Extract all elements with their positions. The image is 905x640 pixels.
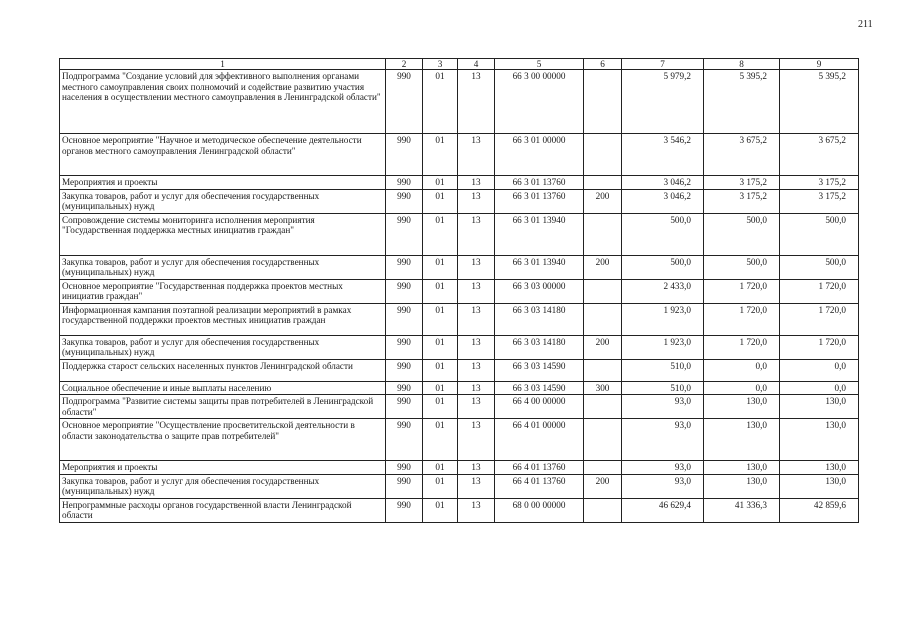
amount-cell: 130,0 — [704, 395, 780, 419]
code-cell: 990 — [386, 255, 423, 279]
code-cell: 66 3 03 14180 — [495, 303, 584, 335]
amount-cell: 3 046,2 — [622, 176, 704, 190]
code-cell: 01 — [423, 395, 458, 419]
code-cell: 990 — [386, 134, 423, 176]
amount-cell: 500,0 — [780, 255, 859, 279]
code-cell: 01 — [423, 255, 458, 279]
table-row — [60, 255, 859, 279]
table-row — [60, 134, 859, 176]
amount-cell: 1 923,0 — [622, 303, 704, 335]
code-cell: 01 — [423, 303, 458, 335]
amount-cell: 0,0 — [780, 381, 859, 395]
header-cell: 5 — [495, 59, 584, 70]
code-cell: 66 3 01 00000 — [495, 134, 584, 176]
amount-cell: 1 720,0 — [780, 279, 859, 303]
amount-cell: 500,0 — [622, 255, 704, 279]
code-cell: 66 3 01 13760 — [495, 176, 584, 190]
header-cell: 8 — [704, 59, 780, 70]
code-cell: 01 — [423, 498, 458, 522]
code-cell — [584, 359, 622, 381]
amount-cell: 500,0 — [704, 255, 780, 279]
row-name-cell: Поддержка старост сельских населенных пунктов Ленинградской области — [60, 359, 386, 381]
code-cell: 13 — [458, 176, 495, 190]
header-cell: 3 — [423, 59, 458, 70]
header-cell: 4 — [458, 59, 495, 70]
code-cell: 13 — [458, 474, 495, 498]
row-name-cell: Сопровождение системы мониторинга исполнения мероприятия "Государственная поддержка местных инициатив граждан" — [60, 213, 386, 255]
row-name-cell: Непрограммные расходы органов государственной власти Ленинградской области — [60, 498, 386, 522]
table-row — [60, 461, 859, 475]
code-cell — [584, 70, 622, 134]
code-cell: 66 3 03 00000 — [495, 279, 584, 303]
row-name-cell: Закупка товаров, работ и услуг для обеспечения государственных (муниципальных) нужд — [60, 255, 386, 279]
budget-table — [59, 58, 859, 523]
code-cell: 13 — [458, 303, 495, 335]
table-row — [60, 419, 859, 461]
amount-cell: 5 395,2 — [704, 70, 780, 134]
code-cell: 01 — [423, 70, 458, 134]
code-cell: 01 — [423, 176, 458, 190]
code-cell: 01 — [423, 381, 458, 395]
amount-cell: 500,0 — [704, 213, 780, 255]
header-cell: 9 — [780, 59, 859, 70]
table-row — [60, 381, 859, 395]
code-cell — [584, 419, 622, 461]
amount-cell: 3 175,2 — [704, 176, 780, 190]
amount-cell: 3 675,2 — [780, 134, 859, 176]
amount-cell: 0,0 — [704, 359, 780, 381]
code-cell: 990 — [386, 335, 423, 359]
code-cell — [584, 213, 622, 255]
amount-cell: 0,0 — [704, 381, 780, 395]
code-cell: 66 3 01 13760 — [495, 189, 584, 213]
row-name-cell: Мероприятия и проекты — [60, 461, 386, 475]
amount-cell: 130,0 — [704, 474, 780, 498]
amount-cell: 0,0 — [780, 359, 859, 381]
amount-cell: 42 859,6 — [780, 498, 859, 522]
amount-cell: 1 720,0 — [704, 303, 780, 335]
code-cell: 01 — [423, 134, 458, 176]
code-cell: 01 — [423, 474, 458, 498]
amount-cell: 93,0 — [622, 419, 704, 461]
page-number: 211 — [858, 19, 873, 30]
code-cell: 01 — [423, 461, 458, 475]
table-row — [60, 474, 859, 498]
code-cell: 66 4 01 13760 — [495, 461, 584, 475]
table-header-row — [60, 59, 859, 70]
amount-cell: 130,0 — [780, 419, 859, 461]
code-cell — [584, 395, 622, 419]
table-row — [60, 279, 859, 303]
code-cell: 66 3 03 14590 — [495, 359, 584, 381]
code-cell — [584, 279, 622, 303]
code-cell: 13 — [458, 419, 495, 461]
code-cell — [584, 303, 622, 335]
code-cell: 01 — [423, 279, 458, 303]
code-cell: 66 4 01 13760 — [495, 474, 584, 498]
amount-cell: 130,0 — [704, 419, 780, 461]
table-row — [60, 70, 859, 134]
table-row — [60, 189, 859, 213]
code-cell: 990 — [386, 498, 423, 522]
amount-cell: 130,0 — [704, 461, 780, 475]
code-cell: 990 — [386, 381, 423, 395]
row-name-cell: Подпрограмма "Развитие системы защиты прав потребителей в Ленинградской области" — [60, 395, 386, 419]
table-row — [60, 498, 859, 522]
table-row — [60, 359, 859, 381]
amount-cell: 500,0 — [780, 213, 859, 255]
table-row — [60, 213, 859, 255]
code-cell: 01 — [423, 335, 458, 359]
code-cell: 990 — [386, 279, 423, 303]
code-cell — [584, 134, 622, 176]
code-cell: 990 — [386, 461, 423, 475]
amount-cell: 93,0 — [622, 461, 704, 475]
code-cell: 13 — [458, 255, 495, 279]
code-cell: 66 4 00 00000 — [495, 395, 584, 419]
code-cell: 13 — [458, 395, 495, 419]
code-cell: 990 — [386, 176, 423, 190]
row-name-cell: Закупка товаров, работ и услуг для обеспечения государственных (муниципальных) нужд — [60, 474, 386, 498]
amount-cell: 1 720,0 — [704, 335, 780, 359]
code-cell: 66 3 03 14180 — [495, 335, 584, 359]
amount-cell: 1 720,0 — [780, 335, 859, 359]
amount-cell: 510,0 — [622, 359, 704, 381]
code-cell: 13 — [458, 189, 495, 213]
amount-cell: 3 175,2 — [704, 189, 780, 213]
table-row — [60, 335, 859, 359]
code-cell: 66 3 03 14590 — [495, 381, 584, 395]
code-cell: 13 — [458, 134, 495, 176]
code-cell: 13 — [458, 213, 495, 255]
amount-cell: 1 720,0 — [780, 303, 859, 335]
amount-cell: 93,0 — [622, 474, 704, 498]
code-cell: 01 — [423, 213, 458, 255]
code-cell: 66 3 01 13940 — [495, 213, 584, 255]
code-cell: 13 — [458, 359, 495, 381]
table-row — [60, 303, 859, 335]
code-cell: 13 — [458, 279, 495, 303]
code-cell: 13 — [458, 461, 495, 475]
amount-cell: 130,0 — [780, 461, 859, 475]
code-cell: 01 — [423, 359, 458, 381]
code-cell: 990 — [386, 359, 423, 381]
code-cell: 01 — [423, 419, 458, 461]
code-cell: 01 — [423, 189, 458, 213]
code-cell: 200 — [584, 189, 622, 213]
amount-cell: 3 546,2 — [622, 134, 704, 176]
code-cell: 300 — [584, 381, 622, 395]
header-cell: 1 — [60, 59, 386, 70]
row-name-cell: Основное мероприятие "Научное и методическое обеспечение деятельности органов местного самоуправления Ленинградской области" — [60, 134, 386, 176]
amount-cell: 1 720,0 — [704, 279, 780, 303]
amount-cell: 3 175,2 — [780, 189, 859, 213]
code-cell: 200 — [584, 335, 622, 359]
row-name-cell: Социальное обеспечение и иные выплаты населению — [60, 381, 386, 395]
amount-cell: 3 175,2 — [780, 176, 859, 190]
code-cell: 66 4 01 00000 — [495, 419, 584, 461]
header-cell: 2 — [386, 59, 423, 70]
amount-cell: 5 979,2 — [622, 70, 704, 134]
amount-cell: 1 923,0 — [622, 335, 704, 359]
code-cell: 66 3 01 13940 — [495, 255, 584, 279]
row-name-cell: Мероприятия и проекты — [60, 176, 386, 190]
code-cell: 13 — [458, 381, 495, 395]
row-name-cell: Закупка товаров, работ и услуг для обеспечения государственных (муниципальных) нужд — [60, 189, 386, 213]
code-cell: 990 — [386, 303, 423, 335]
code-cell: 990 — [386, 70, 423, 134]
code-cell: 990 — [386, 213, 423, 255]
code-cell: 200 — [584, 255, 622, 279]
amount-cell: 2 433,0 — [622, 279, 704, 303]
code-cell: 13 — [458, 335, 495, 359]
amount-cell: 41 336,3 — [704, 498, 780, 522]
amount-cell: 3 046,2 — [622, 189, 704, 213]
code-cell: 990 — [386, 189, 423, 213]
row-name-cell: Информационная кампания поэтапной реализации мероприятий в рамках государственной поддержки проектов местных инициатив граждан — [60, 303, 386, 335]
amount-cell: 5 395,2 — [780, 70, 859, 134]
code-cell: 990 — [386, 474, 423, 498]
amount-cell: 510,0 — [622, 381, 704, 395]
header-cell: 6 — [584, 59, 622, 70]
code-cell: 13 — [458, 70, 495, 134]
amount-cell: 500,0 — [622, 213, 704, 255]
amount-cell: 130,0 — [780, 474, 859, 498]
amount-cell: 93,0 — [622, 395, 704, 419]
row-name-cell: Закупка товаров, работ и услуг для обеспечения государственных (муниципальных) нужд — [60, 335, 386, 359]
row-name-cell: Основное мероприятие "Осуществление просветительской деятельности в области законодательства о защите прав потребителей" — [60, 419, 386, 461]
row-name-cell: Подпрограмма "Создание условий для эффективного выполнения органами местного самоуправления своих полномочий и содействие развитию участия населения в осуществлении местного самоуправления в Ленинградской области" — [60, 70, 386, 134]
table-row — [60, 395, 859, 419]
code-cell: 13 — [458, 498, 495, 522]
code-cell: 200 — [584, 474, 622, 498]
code-cell — [584, 498, 622, 522]
amount-cell: 3 675,2 — [704, 134, 780, 176]
code-cell — [584, 461, 622, 475]
code-cell: 66 3 00 00000 — [495, 70, 584, 134]
code-cell: 990 — [386, 395, 423, 419]
amount-cell: 46 629,4 — [622, 498, 704, 522]
row-name-cell: Основное мероприятие "Государственная поддержка проектов местных инициатив граждан" — [60, 279, 386, 303]
amount-cell: 130,0 — [780, 395, 859, 419]
code-cell: 68 0 00 00000 — [495, 498, 584, 522]
table-row — [60, 176, 859, 190]
header-cell: 7 — [622, 59, 704, 70]
code-cell — [584, 176, 622, 190]
code-cell: 990 — [386, 419, 423, 461]
